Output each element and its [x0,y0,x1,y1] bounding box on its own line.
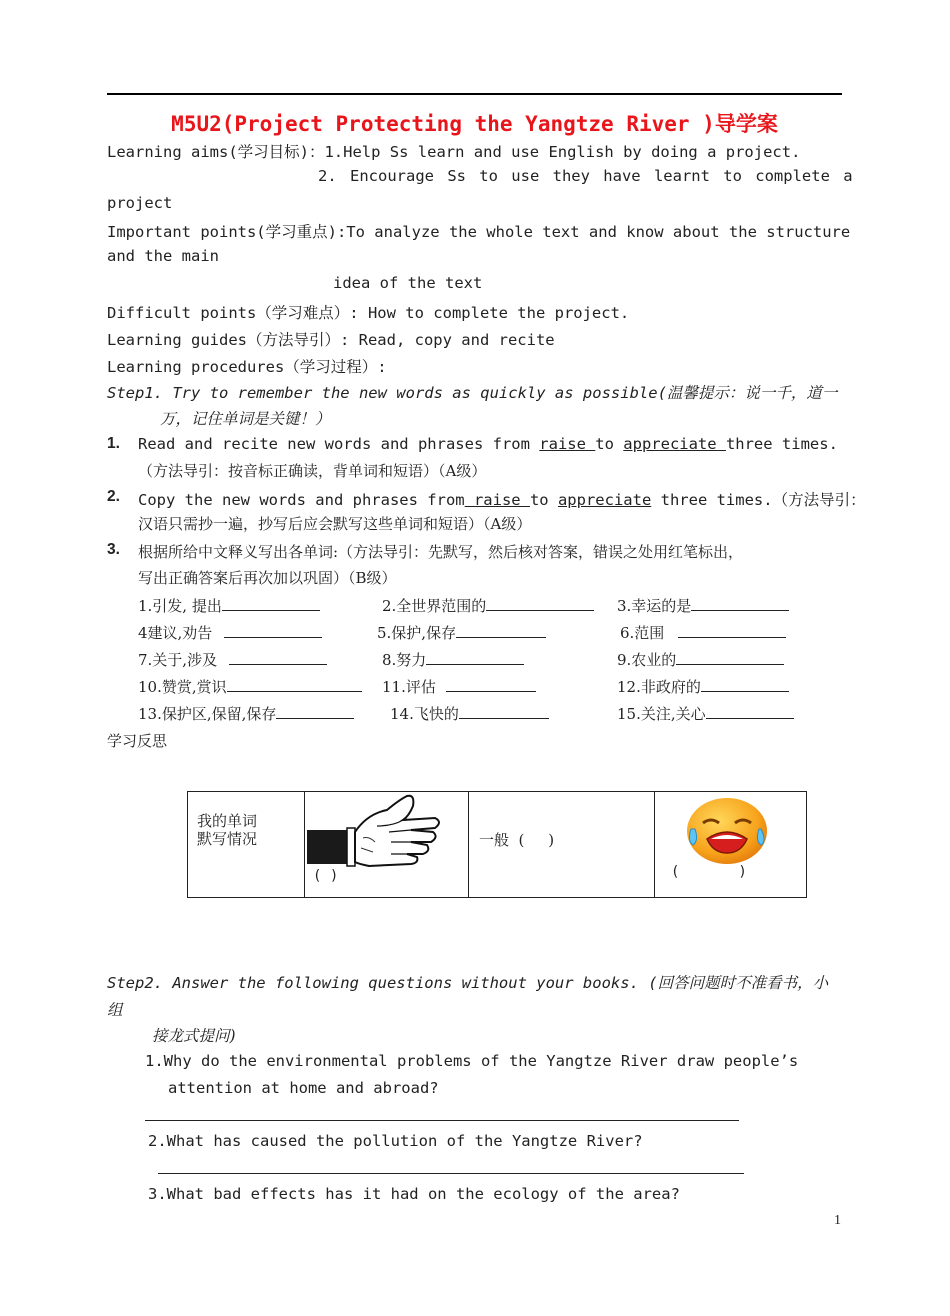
item-text: to [595,435,624,453]
question-3: 3.What bad effects has it had on the ecology of the area? [148,1185,680,1203]
item-number: 2. [107,488,120,505]
learning-procedures: Learning procedures（学习过程）: [107,358,387,376]
reflection-average-cell[interactable] [469,792,655,898]
item-text: to [529,491,558,509]
page-number: 1 [834,1213,841,1228]
step2-line3: 接龙式提问) [152,1027,236,1045]
thumbs-up-hand-icon [307,792,447,872]
page-title: M5U2(Project Protecting the Yangtze River )导学案 [171,112,778,136]
item-3-line2: 写出正确答案后再次加以巩固）（B级） [138,569,397,587]
important-points-line3: idea of the text [333,274,483,292]
average-rating-label: 一般 ( ) [479,831,555,849]
word-raise: raise [539,435,596,453]
reflection-heading: 学习反思 [107,732,168,750]
answer-line-1[interactable] [145,1120,739,1121]
reflection-table [187,791,807,898]
question-1-line2: attention at home and abroad? [168,1079,439,1097]
item-3-line1: 根据所给中文释义写出各单词:（方法导引：先默写，然后核对答案，错误之处用红笔标出， [138,543,744,561]
reflection-label-line2: 默写情况 [197,830,258,848]
vocab-item: 12.非政府的 [617,676,789,697]
header-rule [107,93,842,95]
item-1-line2: （方法导引：按音标正确读，背单词和短语）（A级） [138,462,487,480]
learning-guides: Learning guides（方法导引）: Read, copy and recite [107,331,555,349]
vocab-item: 9.农业的 [617,649,784,670]
vocab-item: 4建议,劝告 [138,622,322,643]
learning-aims-line2: 2. Encourage Ss to use they have learnt to complete a [318,167,853,185]
reflection-label-cell [188,792,305,898]
item-1-line1 [138,435,838,453]
item-text: Read and recite new words and phrases from [138,435,540,453]
question-1-line1: 1.Why do the environmental problems of the Yangtze River draw people’s [145,1052,799,1070]
important-points-line1: Important points(学习重点):To analyze the whole text and know about the structure [107,223,851,241]
important-points-line2: and the main [107,247,219,265]
word-appreciate: appreciate [623,435,726,453]
vocab-item: 6.范围 [620,622,786,643]
answer-line-2[interactable] [158,1173,744,1174]
reflection-label-line1: 我的单词 [197,812,258,830]
item-2-line1 [138,488,866,510]
vocab-item: 1.引发, 提出 [138,595,320,616]
good-rating-paren: ( ) [313,868,339,884]
reflection-bad-cell[interactable] [655,792,807,898]
step2-line2: 组 [107,1001,123,1019]
word-raise: raise [464,491,530,509]
vocab-item: 10.赞赏,赏识 [138,676,362,697]
item-text: Copy the new words and phrases from [138,491,465,509]
word-appreciate: appreciate [557,491,652,509]
step2-line1: Step2. Answer the following questions without your books. (回答问题时不准看书，小 [107,974,829,992]
vocab-item: 3.幸运的是 [617,595,789,616]
vocab-item: 14.飞快的 [390,703,549,724]
step1-line1: Step1. Try to remember the new words as quickly as possible(温馨提示：说一千，道一 [107,384,838,402]
vocab-item: 15.关注,关心 [617,703,794,724]
vocab-item: 7.关于,涉及 [138,649,327,670]
item-number: 1. [107,435,120,452]
learning-aims-line3: project [107,194,173,212]
item-text: three times. [725,435,838,453]
item-2-line2: 汉语只需抄一遍，抄写后应会默写这些单词和短语）（A级） [138,515,532,533]
item-text: three times.（方法导引： [651,491,866,509]
reflection-good-cell[interactable] [305,792,469,898]
vocab-item: 13.保护区,保留,保存 [138,703,354,724]
vocab-item: 8.努力 [382,649,524,670]
question-2: 2.What has caused the pollution of the Yangtze River? [148,1132,643,1150]
item-number: 3. [107,541,120,558]
vocab-item: 5.保护,保存 [377,622,546,643]
bad-rating-paren: ( ) [671,864,747,880]
vocab-item: 11.评估 [382,676,536,697]
difficult-points: Difficult points（学习难点）: How to complete the project. [107,304,630,322]
crying-face-icon [681,795,773,865]
learning-aims-line1: Learning aims(学习目标)：1.Help Ss learn and use English by doing a project. [107,143,801,161]
vocab-item: 2.全世界范围的 [382,595,594,616]
step1-line2: 万，记住单词是关键！） [160,410,331,428]
